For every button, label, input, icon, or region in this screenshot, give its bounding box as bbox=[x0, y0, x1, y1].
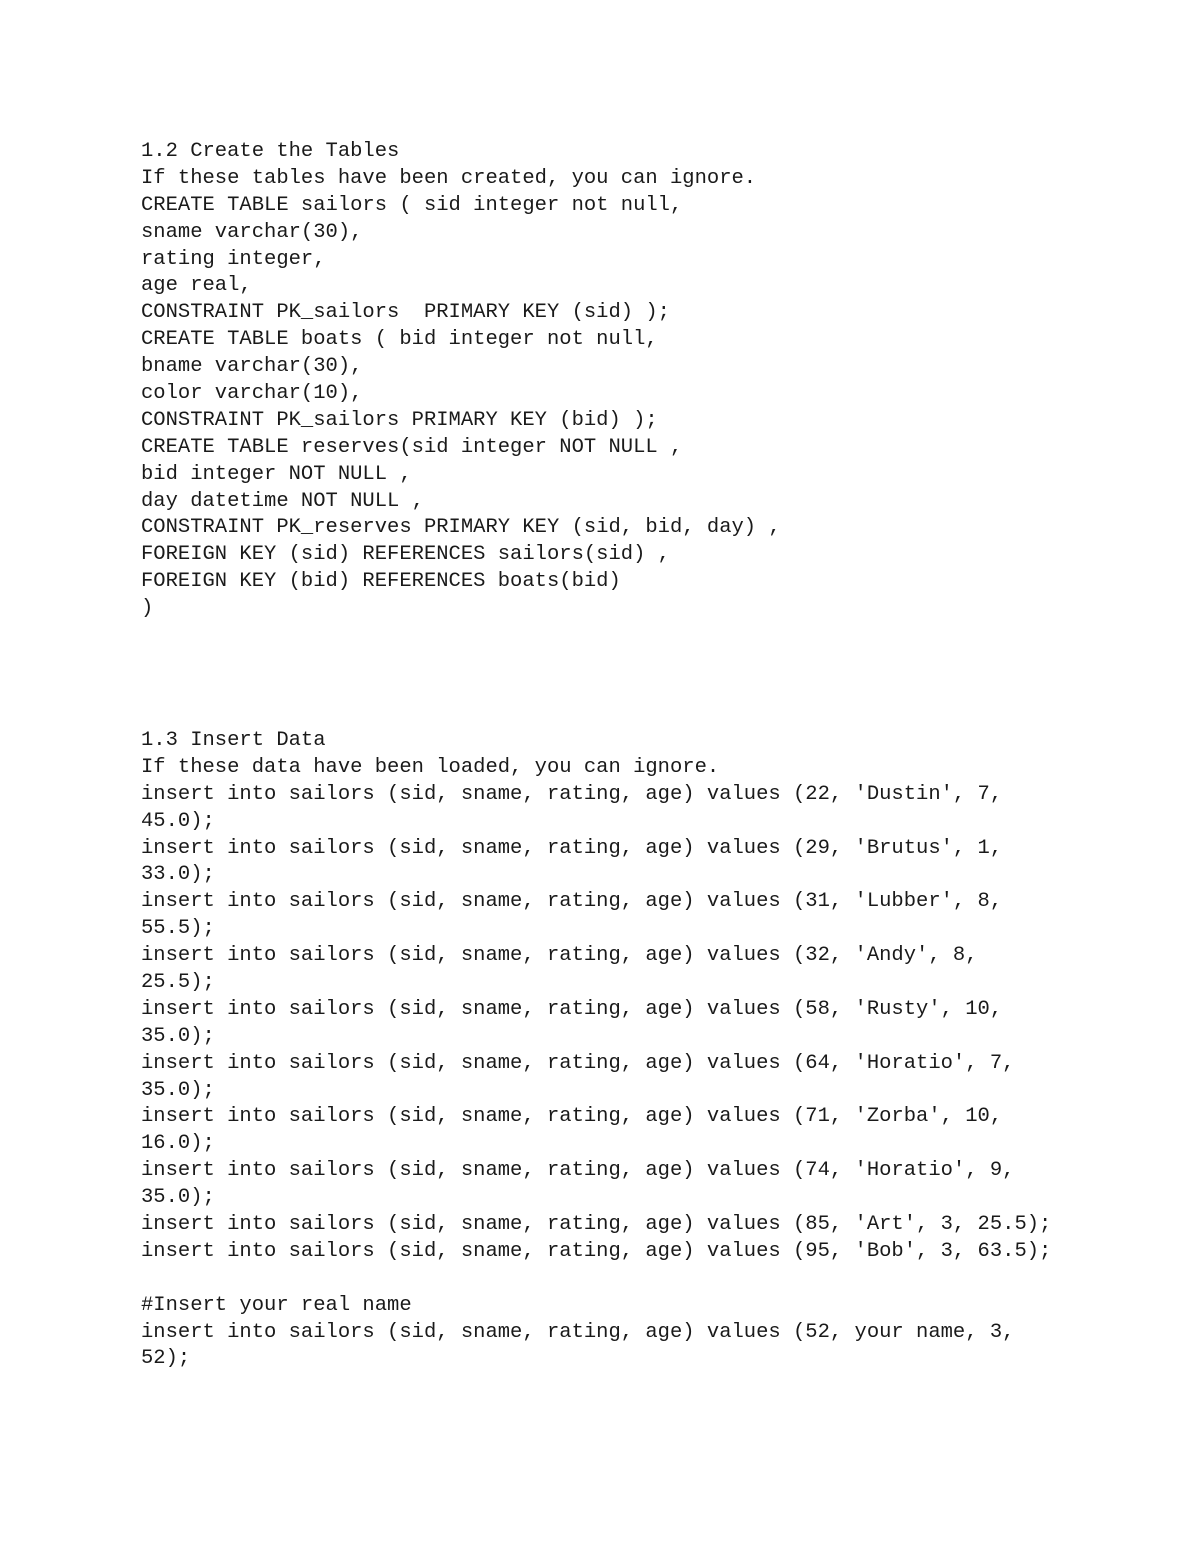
sql-line: 55.5); bbox=[141, 917, 215, 941]
sql-line: CONSTRAINT PK_sailors PRIMARY KEY (bid) ); bbox=[141, 408, 658, 432]
sql-line: day datetime NOT NULL , bbox=[141, 489, 424, 513]
comment-line: #Insert your real name bbox=[141, 1293, 412, 1317]
sql-line: bname varchar(30), bbox=[141, 355, 363, 379]
sql-line: 35.0); bbox=[141, 1024, 215, 1048]
sql-line: color varchar(10), bbox=[141, 382, 363, 406]
sql-line: rating integer, bbox=[141, 247, 326, 271]
sql-line: CREATE TABLE reserves(sid integer NOT NULL , bbox=[141, 435, 683, 459]
sql-line: 45.0); bbox=[141, 809, 215, 833]
sql-line: 52); bbox=[141, 1347, 191, 1371]
sql-line: 35.0); bbox=[141, 1078, 215, 1102]
sql-line: insert into sailors (sid, sname, rating, age) values (71, 'Zorba', 10, bbox=[141, 1105, 1003, 1129]
sql-line: CREATE TABLE sailors ( sid integer not null, bbox=[141, 193, 683, 217]
section-note: If these data have been loaded, you can ignore. bbox=[141, 755, 720, 779]
sql-line: insert into sailors (sid, sname, rating, age) values (22, 'Dustin', 7, bbox=[141, 782, 1003, 806]
section-heading: 1.2 Create the Tables bbox=[141, 140, 400, 163]
sql-line: insert into sailors (sid, sname, rating, age) values (74, 'Horatio', 9, bbox=[141, 1159, 1015, 1183]
sql-line: 33.0); bbox=[141, 863, 215, 887]
section-heading: 1.3 Insert Data bbox=[141, 729, 326, 752]
insert-data-section bbox=[141, 728, 1141, 1373]
blank-line bbox=[141, 1266, 1141, 1293]
sql-line: insert into sailors (sid, sname, rating, age) values (95, 'Bob', 3, 63.5); bbox=[141, 1239, 1052, 1263]
sql-line: CREATE TABLE boats ( bid integer not null, bbox=[141, 328, 658, 352]
sql-line: insert into sailors (sid, sname, rating, age) values (29, 'Brutus', 1, bbox=[141, 836, 1003, 860]
sql-line: 35.0); bbox=[141, 1186, 215, 1210]
sql-line: insert into sailors (sid, sname, rating, age) values (52, your name, 3, bbox=[141, 1320, 1015, 1344]
sql-line: 25.5); bbox=[141, 971, 215, 995]
sql-line: insert into sailors (sid, sname, rating, age) values (58, 'Rusty', 10, bbox=[141, 997, 1003, 1021]
sql-line: 16.0); bbox=[141, 1132, 215, 1156]
sql-line: CONSTRAINT PK_reserves PRIMARY KEY (sid, bid, day) , bbox=[141, 516, 781, 540]
sql-line: insert into sailors (sid, sname, rating, age) values (64, 'Horatio', 7, bbox=[141, 1051, 1015, 1075]
sql-line: insert into sailors (sid, sname, rating, age) values (85, 'Art', 3, 25.5); bbox=[141, 1213, 1052, 1237]
sql-line: FOREIGN KEY (sid) REFERENCES sailors(sid) , bbox=[141, 543, 670, 567]
sql-line: sname varchar(30), bbox=[141, 220, 363, 244]
sql-line: FOREIGN KEY (bid) REFERENCES boats(bid) bbox=[141, 570, 621, 594]
sql-line: age real, bbox=[141, 274, 252, 298]
create-tables-section bbox=[141, 139, 1141, 623]
sql-line: insert into sailors (sid, sname, rating, age) values (31, 'Lubber', 8, bbox=[141, 890, 1003, 914]
sql-line: ) bbox=[141, 597, 154, 621]
sql-line: insert into sailors (sid, sname, rating, age) values (32, 'Andy', 8, bbox=[141, 944, 978, 968]
section-note: If these tables have been created, you can ignore. bbox=[141, 166, 757, 190]
sql-line: CONSTRAINT PK_sailors PRIMARY KEY (sid) ); bbox=[141, 301, 670, 325]
sql-line: bid integer NOT NULL , bbox=[141, 462, 412, 486]
